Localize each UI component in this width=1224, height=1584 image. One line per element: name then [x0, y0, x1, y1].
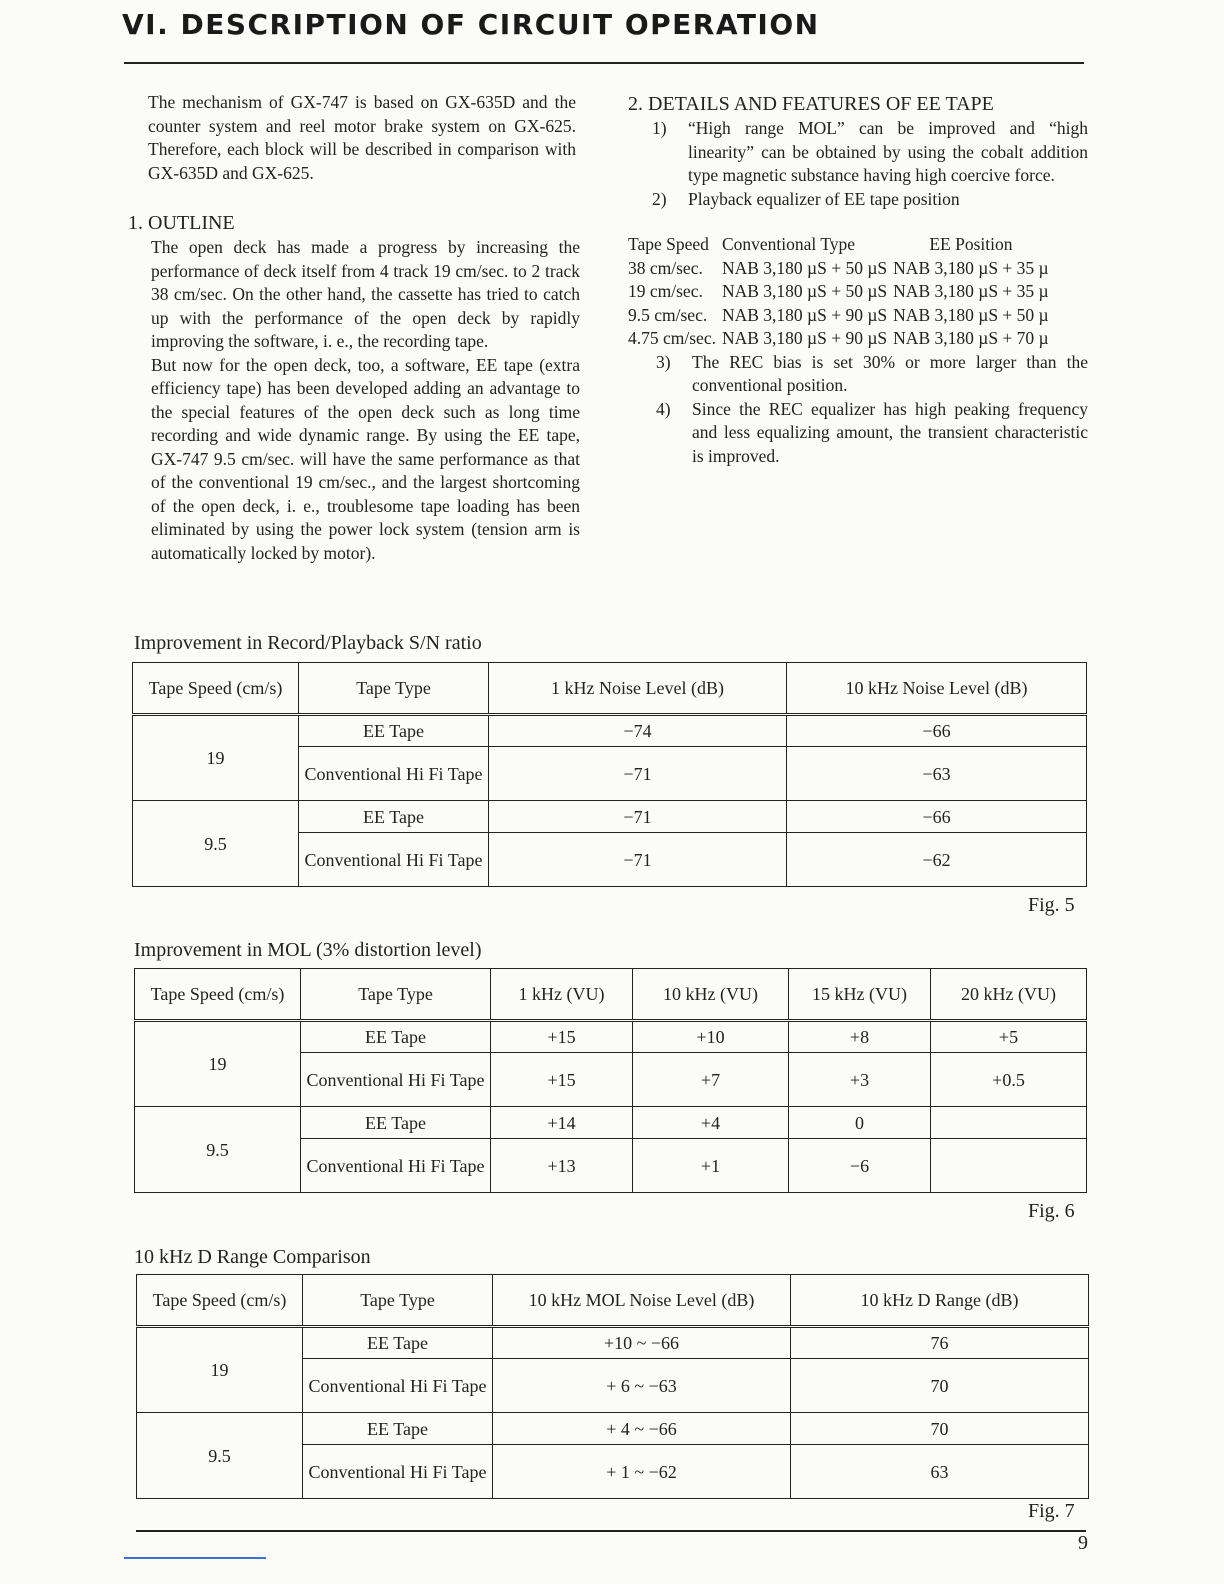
table-row: Conventional Hi Fi Tape +13 +1 −6 — [135, 1139, 1087, 1193]
title-rule — [124, 62, 1084, 64]
table-row: 9.5 EE Tape −71 −66 — [133, 801, 1087, 833]
sn-header-row: Tape Speed (cm/s) Tape Type 1 kHz Noise Level (dB) 10 kHz Noise Level (dB) — [133, 663, 1087, 715]
table-row: Conventional Hi Fi Tape −71 −62 — [133, 833, 1087, 887]
fig-6-label: Fig. 6 — [1028, 1200, 1075, 1222]
sn-table-title: Improvement in Record/Playback S/N ratio — [134, 632, 482, 654]
fig-5-label: Fig. 5 — [1028, 894, 1075, 916]
details-item-2: 2) Playback equalizer of EE tape position — [652, 188, 960, 209]
eq-header-speed: Tape Speed — [628, 234, 709, 254]
table-row: Conventional Hi Fi Tape −71 −63 — [133, 747, 1087, 801]
mol-table — [134, 968, 1087, 1193]
table-row: 4.75 cm/sec. NAB 3,180 µS + 90 µS NAB 3,180 µS + 70 µ — [628, 328, 1049, 348]
details-item-3: 3) The REC bias is set 30% or more larger than the conventional position. — [656, 351, 1088, 395]
bottom-rule — [136, 1530, 1086, 1532]
equalizer-header-row — [628, 233, 1055, 257]
sn-ratio-table — [132, 662, 1087, 887]
table-row: 19 EE Tape +15 +10 +8 +5 — [135, 1021, 1087, 1053]
equalizer-table — [628, 233, 1055, 351]
drange-table-title: 10 kHz D Range Comparison — [134, 1246, 371, 1268]
drange-header-row: Tape Speed (cm/s) Tape Type 10 kHz MOL Noise Level (dB) 10 kHz D Range (dB) — [137, 1275, 1089, 1327]
table-row: 19 EE Tape −74 −66 — [133, 715, 1087, 747]
page-title: VI. DESCRIPTION OF CIRCUIT OPERATION — [122, 8, 820, 41]
table-row: Conventional Hi Fi Tape + 1 ~ −62 63 — [137, 1445, 1089, 1499]
eq-header-ee: EE Position — [929, 234, 1013, 254]
eq-header-conventional: Conventional Type — [721, 234, 856, 254]
details-heading: 2. DETAILS AND FEATURES OF EE TAPE — [628, 93, 994, 115]
mol-header-row: Tape Speed (cm/s) Tape Type 1 kHz (VU) 10 kHz (VU) 15 kHz (VU) 20 kHz (VU) — [135, 969, 1087, 1021]
table-row: 9.5 EE Tape + 4 ~ −66 70 — [137, 1413, 1089, 1445]
intro-text: The mechanism of GX-747 is based on GX-635D and the counter system and reel motor brake system on GX-625. Therefore, each block will be described in comparison with GX-635D and GX-625. — [148, 92, 576, 183]
table-row: Conventional Hi Fi Tape +15 +7 +3 +0.5 — [135, 1053, 1087, 1107]
table-row: 19 EE Tape +10 ~ −66 76 — [137, 1327, 1089, 1359]
details-section — [628, 91, 1088, 468]
table-row: 9.5 EE Tape +14 +4 0 — [135, 1107, 1087, 1139]
table-row: 9.5 cm/sec. NAB 3,180 µS + 90 µS NAB 3,180 µS + 50 µ — [628, 304, 1049, 325]
details-item-1: 1) “High range MOL” can be improved and “high linearity” can be obtained by using the cobalt addition type magnetic substance having high coercive force. — [652, 118, 1088, 185]
outline-paragraph-2: But now for the open deck, too, a software, EE tape (extra efficiency tape) has been developed adding an advantage to the special features of the open deck such as long time recording and wide dynamic range. By using the EE tape, GX-747 9.5 cm/sec. will have the same performance as that of the conventional 19 cm/sec., and the largest shortcoming of the open deck, i. e., troublesome tape loading has been eliminated by using the power lock system (tension arm is automatically locked by motor). — [151, 354, 580, 563]
fig-7-label: Fig. 7 — [1028, 1500, 1075, 1522]
page-number: 9 — [1078, 1532, 1088, 1554]
table-row: Conventional Hi Fi Tape + 6 ~ −63 70 — [137, 1359, 1089, 1413]
outline-heading: 1. OUTLINE — [128, 212, 235, 234]
mol-table-title: Improvement in MOL (3% distortion level) — [134, 939, 482, 961]
outline-paragraph-1: The open deck has made a progress by increasing the performance of deck itself from 4 track 19 cm/sec. to 2 track 38 cm/sec. On the other hand, the cassette has tried to catch up with the performance of the open deck by rapidly improving the software, i. e., the recording tape. — [151, 237, 580, 351]
table-row: 38 cm/sec. NAB 3,180 µS + 50 µS NAB 3,180 µS + 35 µ — [628, 257, 1049, 278]
details-item-4: 4) Since the REC equalizer has high peaking frequency and less equalizing amount, the transient characteristic is improved. — [656, 398, 1088, 466]
scan-edge-line — [124, 1557, 266, 1559]
drange-table — [136, 1274, 1089, 1499]
outline-section — [128, 210, 580, 565]
table-row: 19 cm/sec. NAB 3,180 µS + 50 µS NAB 3,180 µS + 35 µ — [628, 281, 1049, 301]
intro-paragraph — [148, 91, 576, 185]
